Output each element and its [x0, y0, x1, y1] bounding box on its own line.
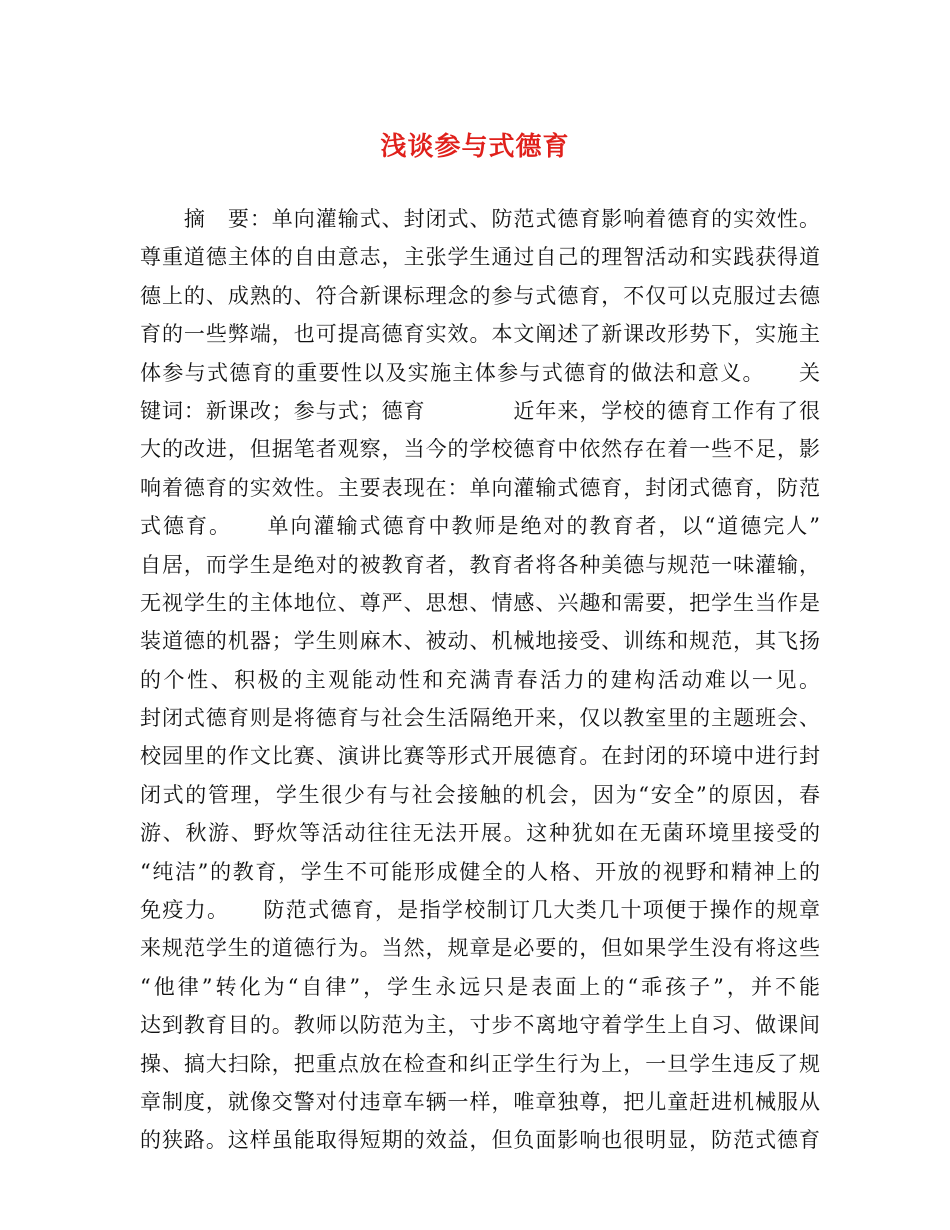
- body-line: 响着德育的实效性。主要表现在：单向灌输式德育，封闭式德育，防范: [140, 475, 820, 500]
- document-body: [140, 200, 820, 1160]
- body-line: 的个性、积极的主观能动性和充满青春活力的建构活动难以一见。: [140, 667, 820, 692]
- body-line: 装道德的机器；学生则麻木、被动、机械地接受、训练和规范，其飞扬: [140, 629, 820, 654]
- body-line: 键词：新课改；参与式；德育 近年来，学校的德育工作有了很: [140, 398, 820, 423]
- body-line: 德上的、成熟的、符合新课标理念的参与式德育，不仅可以克服过去德: [140, 283, 820, 308]
- body-line: 式德育。 单向灌输式德育中教师是绝对的教育者，以“道德完人”: [140, 514, 820, 539]
- body-line: 封闭式德育则是将德育与社会生活隔绝开来，仅以教室里的主题班会、: [140, 706, 820, 731]
- body-line: 大的改进，但据笔者观察，当今的学校德育中依然存在着一些不足，影: [140, 437, 820, 462]
- body-line: 育的一些弊端，也可提高德育实效。本文阐述了新课改形势下，实施主: [140, 322, 820, 347]
- body-line: 章制度，就像交警对付违章车辆一样，唯章独尊，把儿童赶进机械服从: [140, 1089, 820, 1114]
- body-line: 尊重道德主体的自由意志，主张学生通过自己的理智活动和实践获得道: [140, 245, 820, 270]
- body-line: 来规范学生的道德行为。当然，规章是必要的，但如果学生没有将这些: [140, 936, 820, 961]
- document-title: 浅谈参与式德育: [380, 132, 570, 162]
- body-line: 的狭路。这样虽能取得短期的效益，但负面影响也很明显，防范式德育: [140, 1128, 820, 1153]
- body-line: 校园里的作文比赛、演讲比赛等形式开展德育。在封闭的环境中进行封: [140, 744, 820, 769]
- body-line: 操、搞大扫除，把重点放在检查和纠正学生行为上，一旦学生违反了规: [140, 1051, 820, 1076]
- body-line: 无视学生的主体地位、尊严、思想、情感、兴趣和需要，把学生当作是: [140, 590, 820, 615]
- body-line: 达到教育目的。教师以防范为主，寸步不离地守着学生上自习、做课间: [140, 1013, 820, 1038]
- body-line: 摘 要：单向灌输式、封闭式、防范式德育影响着德育的实效性。: [140, 207, 820, 231]
- body-line: 游、秋游、野炊等活动往往无法开展。这种犹如在无菌环境里接受的: [140, 821, 820, 846]
- body-line: “他律”转化为“自律”，学生永远只是表面上的“乖孩子”，并不能: [140, 974, 820, 999]
- body-line: 免疫力。 防范式德育，是指学校制订几大类几十项便于操作的规章: [140, 898, 820, 923]
- body-line: 体参与式德育的重要性以及实施主体参与式德育的做法和意义。 关: [140, 360, 820, 385]
- body-line: “纯洁”的教育，学生不可能形成健全的人格、开放的视野和精神上的: [140, 859, 820, 884]
- body-line: 闭式的管理，学生很少有与社会接触的机会，因为“安全”的原因，春: [140, 782, 820, 807]
- body-line: 自居，而学生是绝对的被教育者，教育者将各种美德与规范一味灌输，: [140, 552, 820, 577]
